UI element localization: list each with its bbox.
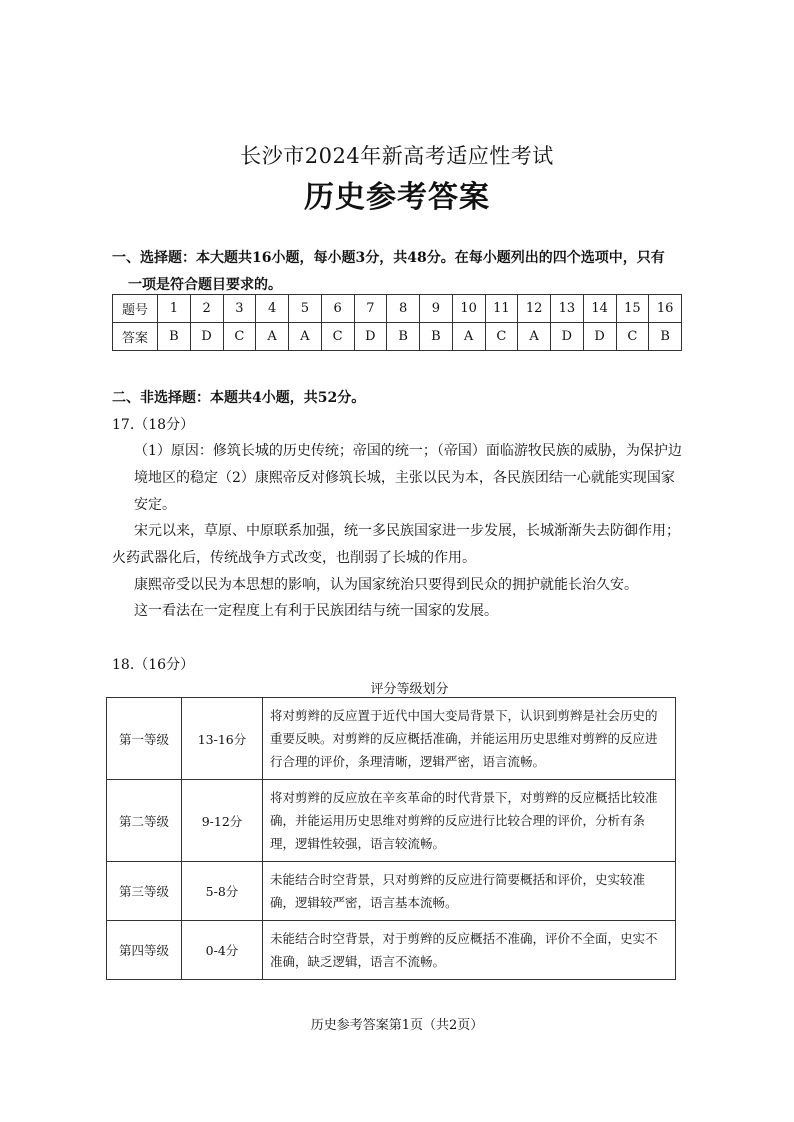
number-cell: 13 (551, 295, 584, 323)
grade-row (107, 921, 676, 980)
answer-cell: D (551, 323, 584, 351)
grade-description: 将对剪辫的反应放在辛亥革命的时代背景下，对剪辫的反应概括比较准确，并能运用历史思维对剪辫的反应进行比较合理的评价，分析有条理，逻辑性较强，语言较流畅。 (263, 780, 676, 862)
question-17-paragraph-1 (112, 438, 687, 519)
grade-row (107, 698, 676, 780)
number-cell: 2 (190, 295, 223, 323)
row-label-number: 题号 (113, 295, 158, 323)
answer-table-number-row (113, 295, 682, 323)
grade-score: 0-4分 (182, 921, 263, 980)
grade-row (107, 862, 676, 921)
answer-cell: A (256, 323, 289, 351)
number-cell: 3 (223, 295, 256, 323)
question-17-label: 17.（18分） (112, 417, 195, 433)
exam-subtitle: 长沙市2024年新高考适应性考试 (240, 144, 554, 168)
grade-description: 将对剪辫的反应置于近代中国大变局背景下，认识到剪辫是社会历史的重要反映。对剪辫的反应概括准确，并能运用历史思维对剪辫的反应进行合理的评价，条理清晰，逻辑严密，语言流畅。 (263, 698, 676, 780)
section2-heading: 二、非选择题：本题共4小题，共52分。 (112, 390, 366, 406)
row-label-answer: 答案 (113, 323, 158, 351)
grade-level: 第一等级 (107, 698, 182, 780)
number-cell: 7 (354, 295, 387, 323)
number-cell: 10 (452, 295, 485, 323)
answer-cell: C (485, 323, 518, 351)
q17-p1-line2: 境地区的稳定（2）康熙帝反对修筑长城，主张以民为本，各民族团结一心就能实现国家 (134, 470, 675, 486)
question-18-label: 18.（16分） (112, 657, 195, 673)
answer-cell: B (158, 323, 191, 351)
answer-cell: A (452, 323, 485, 351)
grade-score: 5-8分 (182, 862, 263, 921)
number-cell: 12 (518, 295, 551, 323)
grade-level: 第三等级 (107, 862, 182, 921)
q17-p2-line2: 火药武器化后，传统战争方式改变，也削弱了长城的作用。 (112, 550, 476, 566)
number-cell: 8 (387, 295, 420, 323)
number-cell: 1 (158, 295, 191, 323)
answer-cell: C (223, 323, 256, 351)
answer-cell: B (387, 323, 420, 351)
answer-cell: D (190, 323, 223, 351)
page-footer: 历史参考答案第1页（共2页） (310, 1018, 484, 1033)
answer-cell: C (321, 323, 354, 351)
answer-table-answer-row (113, 323, 682, 351)
question-17-paragraph-2 (112, 518, 687, 572)
number-cell: 11 (485, 295, 518, 323)
q17-p2-line1: 宋元以来，草原、中原联系加强，统一多民族国家进一步发展，长城渐渐失去防御作用； (134, 523, 680, 539)
grade-level: 第二等级 (107, 780, 182, 862)
section1-heading-line2: 一项是符合题目要求的。 (128, 277, 282, 293)
grade-table (106, 697, 676, 980)
grade-table-caption: 评分等级划分 (370, 682, 449, 697)
answer-cell: D (583, 323, 616, 351)
grade-score: 9-12分 (182, 780, 263, 862)
question-17-paragraph-4: 这一看法在一定程度上有利于民族团结与统一国家的发展。 (134, 603, 498, 619)
number-cell: 14 (583, 295, 616, 323)
q17-p1-line1: （1）原因：修筑长城的历史传统；帝国的统一；（帝国）面临游牧民族的威胁，为保护边 (134, 443, 682, 459)
number-cell: 9 (420, 295, 453, 323)
number-cell: 16 (649, 295, 682, 323)
grade-description: 未能结合时空背景，对于剪辫的反应概括不准确，评价不全面，史实不准确，缺乏逻辑，语言不流畅。 (263, 921, 676, 980)
answer-cell: C (616, 323, 649, 351)
grade-description: 未能结合时空背景，只对剪辫的反应进行简要概括和评价，史实较准确，逻辑较严密，语言基本流畅。 (263, 862, 676, 921)
question-17-paragraph-3: 康熙帝受以民为本思想的影响，认为国家统治只要得到民众的拥护就能长治久安。 (134, 577, 638, 593)
answer-cell: B (420, 323, 453, 351)
answer-cell: A (518, 323, 551, 351)
number-cell: 15 (616, 295, 649, 323)
answer-table (112, 294, 682, 351)
answer-cell: D (354, 323, 387, 351)
grade-score: 13-16分 (182, 698, 263, 780)
page-title: 历史参考答案 (304, 180, 490, 215)
number-cell: 6 (321, 295, 354, 323)
section1-heading-line1: 一、选择题：本大题共16小题，每小题3分，共48分。在每小题列出的四个选项中，只有 (112, 250, 665, 266)
answer-cell: B (649, 323, 682, 351)
q17-p1-line3: 安定。 (134, 497, 176, 513)
number-cell: 5 (289, 295, 322, 323)
grade-level: 第四等级 (107, 921, 182, 980)
answer-cell: A (289, 323, 322, 351)
number-cell: 4 (256, 295, 289, 323)
grade-row (107, 780, 676, 862)
